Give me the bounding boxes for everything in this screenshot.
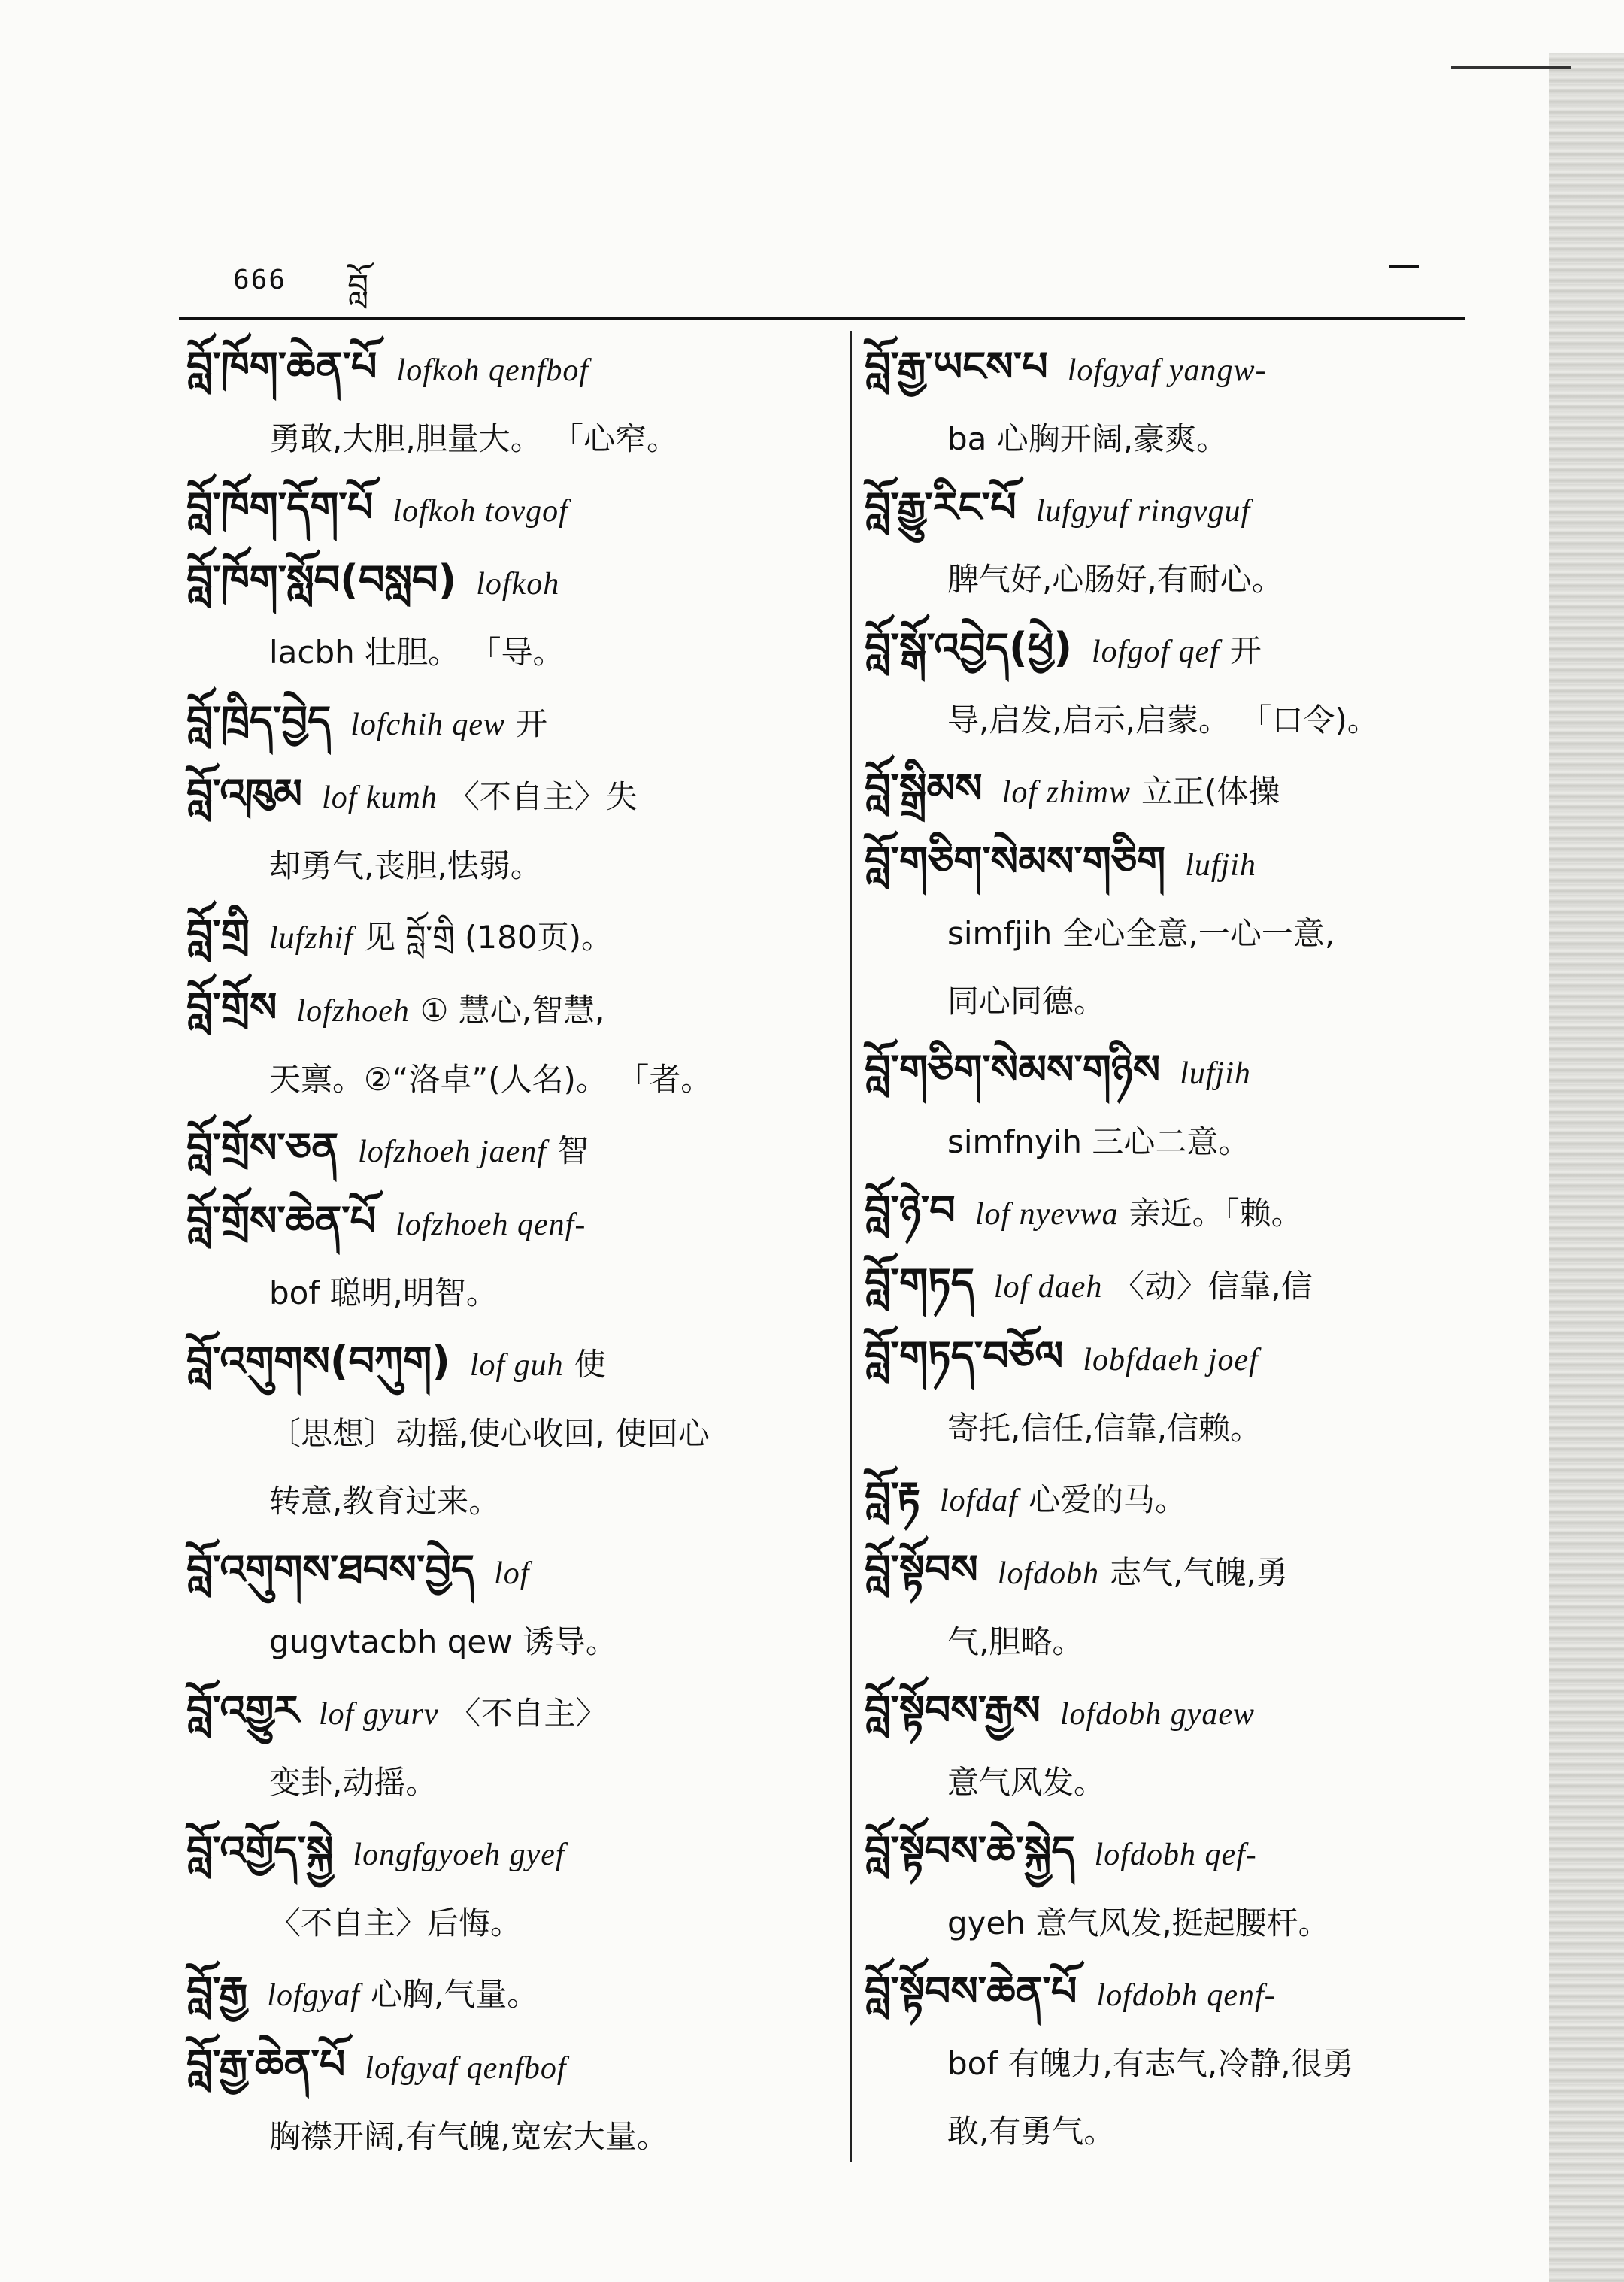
romanization: lofgyaf qenfbof xyxy=(365,2051,567,2086)
dictionary-entry xyxy=(186,1957,826,2030)
definition-inline: 见 བློ་གྲི (180页)。 xyxy=(364,919,613,956)
definition-inline: 使 xyxy=(574,1346,606,1383)
romanization: lofzhoeh xyxy=(296,994,410,1029)
headword-tibetan: བློ་གྲོས་ཆེན་པོ xyxy=(186,1197,377,1244)
definition-continuation: 寄托,信任,信靠,信赖。 xyxy=(947,1410,1262,1447)
column-divider xyxy=(850,331,852,2162)
romanization: lof guh xyxy=(469,1348,564,1383)
romanization: lof nyevwa xyxy=(974,1197,1119,1232)
romanization: lof daeh xyxy=(993,1270,1103,1305)
definition-continuation: simfnyih 三心二意。 xyxy=(947,1123,1250,1160)
definition-continuation: 转意,教育过来。 xyxy=(269,1483,501,1520)
definition-continuation: 导,启发,启示,启蒙。 「口令)。 xyxy=(947,702,1379,738)
definition-continuation: bof 有魄力,有志气,冷静,很勇 xyxy=(947,2045,1354,2082)
definition-continuation: gugvtacbh qew 诱导。 xyxy=(269,1623,617,1660)
dictionary-entry xyxy=(865,1322,1504,1462)
dictionary-entry xyxy=(865,1176,1504,1249)
romanization: lufgyuf ringvguf xyxy=(1035,494,1251,529)
headword-tibetan: བློ་སྟོབས་ཆེན་པོ xyxy=(865,1968,1077,2015)
definition-continuation: ba 心胸开阔,豪爽。 xyxy=(947,420,1229,457)
romanization: lofdobh qenf- xyxy=(1096,1978,1276,2013)
dictionary-entry xyxy=(865,1535,1504,1676)
romanization: lofgof qef xyxy=(1092,635,1220,669)
dictionary-entry xyxy=(186,2030,826,2171)
dictionary-entry xyxy=(865,827,1504,968)
romanization: lofdaf xyxy=(939,1483,1018,1518)
dictionary-entry xyxy=(186,686,826,759)
dictionary-entry xyxy=(865,1462,1504,1535)
romanization: lufzhif xyxy=(268,921,354,956)
header-dash xyxy=(1389,265,1419,268)
headword-tibetan: བློ་འཁུམ xyxy=(186,770,303,817)
headword-tibetan: བློ་སྟོབས xyxy=(865,1546,978,1593)
romanization: longfgyoeh gyef xyxy=(353,1838,565,1872)
dictionary-entry xyxy=(865,332,1504,473)
romanization: lufjih xyxy=(1185,848,1256,883)
dictionary-entry xyxy=(865,1676,1504,1817)
romanization: lufjih xyxy=(1180,1056,1251,1091)
definition-inline: 心爱的马。 xyxy=(1028,1481,1186,1518)
dictionary-entry xyxy=(186,1676,826,1817)
definition-inline: ① 慧心,智慧, xyxy=(420,992,605,1029)
romanization: lofgyaf xyxy=(267,1978,360,2013)
definition-inline: 开 xyxy=(516,705,548,742)
headword-tibetan: བློ་གྲོས་ཅན xyxy=(186,1124,339,1171)
romanization: lofdobh gyaew xyxy=(1059,1697,1256,1732)
headword-tibetan: བློ་སྒྲིམས xyxy=(865,765,983,812)
headword-tibetan: བློ་རྟ xyxy=(865,1473,920,1520)
section-glyph: བློ xyxy=(347,268,369,306)
definition-continuation: 气,胆略。 xyxy=(947,1623,1084,1660)
definition-inline: 智 xyxy=(556,1132,589,1169)
romanization: lofkoh tovgof xyxy=(392,494,568,529)
right-column xyxy=(865,332,1504,2165)
romanization: lofchih qew xyxy=(350,708,506,742)
definition-inline: 〈不自主〉失 xyxy=(447,778,638,815)
dictionary-entry xyxy=(186,546,826,686)
headword-tibetan: བློ་འགུགས(བཀུག) xyxy=(186,1338,450,1385)
definition-continuation: 天禀。②“洛卓”(人名)。 「者。 xyxy=(269,1061,713,1098)
dictionary-entry xyxy=(865,1249,1504,1322)
definition-inline: 心胸,气量。 xyxy=(370,1976,539,2013)
definition-inline: 立正(体操 xyxy=(1141,773,1280,810)
definition-continuation: lacbh 壮胆。 「导。 xyxy=(269,634,565,671)
romanization: lofzhoeh jaenf xyxy=(358,1135,547,1169)
definition-continuation: 脾气好,心肠好,有耐心。 xyxy=(947,561,1283,598)
headword-tibetan: བློ་འགུགས་ཐབས་བྱེད xyxy=(186,1546,475,1593)
romanization: lofdobh qef- xyxy=(1094,1838,1257,1872)
dictionary-entry xyxy=(865,754,1504,827)
dictionary-entry xyxy=(865,473,1504,614)
definition-continuation: 却勇气,丧胆,怯弱。 xyxy=(269,847,542,884)
page-number: 666 xyxy=(233,265,287,295)
romanization: lofkoh qenfbof xyxy=(396,353,589,388)
definition-inline: 〈动〉信靠,信 xyxy=(1113,1268,1313,1305)
romanization: lofkoh xyxy=(476,567,560,602)
definition-inline: 〈不自主〉 xyxy=(449,1695,607,1732)
definition-continuation: 勇敢,大胆,胆量大。 「心窄。 xyxy=(269,420,679,457)
headword-tibetan: བློ་སྟོབས་རྒྱས xyxy=(865,1686,1041,1734)
dictionary-entry xyxy=(186,332,826,473)
headword-tibetan: བློ་གཏད xyxy=(865,1259,974,1307)
headword-tibetan: བློ་ཁོག་དོག་པོ xyxy=(186,483,374,531)
romanization: lobfdaeh joef xyxy=(1083,1343,1259,1377)
headword-tibetan: བློ་གཏད་བཅོལ xyxy=(865,1332,1064,1380)
romanization: lof zhimw xyxy=(1001,775,1131,810)
scan-edge-line xyxy=(1451,66,1571,69)
headword-tibetan: བློ་རྒྱ xyxy=(186,1968,248,2015)
definition-continuation: simfjih 全心全意,一心一意, xyxy=(947,915,1335,952)
dictionary-entry xyxy=(186,1817,826,1957)
dictionary-entry xyxy=(186,1114,826,1186)
dictionary-entry xyxy=(186,759,826,900)
definition-inline: 志气,气魄,勇 xyxy=(1110,1554,1288,1591)
headword-tibetan: བློ་གཅིག་སེམས་གཉིས xyxy=(865,1046,1161,1093)
definition-continuation: 意气风发。 xyxy=(947,1764,1106,1801)
dictionary-entry xyxy=(865,1957,1504,2098)
dictionary-entry xyxy=(865,1035,1504,1176)
definition-continuation: gyeh 意气风发,挺起腰杆。 xyxy=(947,1905,1330,1941)
dictionary-entry xyxy=(186,473,826,546)
definition-continuation: 变卦,动摇。 xyxy=(269,1764,438,1801)
dictionary-entry xyxy=(865,614,1504,754)
headword-tibetan: བློ་གྲི xyxy=(186,911,250,958)
headword-tibetan: བློ་འགྱོད་སྐྱེ xyxy=(186,1827,334,1874)
romanization: lofgyaf yangw- xyxy=(1067,353,1267,388)
headword-tibetan: བློ་རྒྱ་ཆེན་པོ xyxy=(186,2041,346,2088)
definition-continuation: 〈不自主〉后悔。 xyxy=(269,1905,523,1941)
romanization: lofzhoeh qenf- xyxy=(395,1208,586,1242)
definition-continuation: bof 聪明,明智。 xyxy=(269,1274,498,1311)
dictionary-entry xyxy=(186,900,826,973)
definition-inline: 开 xyxy=(1229,632,1262,669)
header-rule xyxy=(179,317,1465,320)
dictionary-entry xyxy=(865,2098,1504,2165)
left-column xyxy=(186,332,826,2171)
romanization: lof gyurv xyxy=(319,1697,439,1732)
headword-tibetan: བློ་སྒོ་འབྱེད(ཕྱེ) xyxy=(865,624,1072,671)
dictionary-entry xyxy=(186,1535,826,1676)
headword-tibetan: བློ་ཁོག་སློབ(བསླབ) xyxy=(186,556,457,604)
dictionary-entry xyxy=(186,1186,826,1327)
headword-tibetan: བློ་ཉེ་བ xyxy=(865,1186,956,1234)
definition-inline: 亲近。「赖。 xyxy=(1129,1195,1303,1232)
headword-tibetan: བློ་རྒྱ་ཡངས་པ xyxy=(865,343,1048,390)
dictionary-entry xyxy=(186,1468,826,1535)
definition-continuation: 同心同德。 xyxy=(947,983,1106,1020)
headword-tibetan: བློ་སྟོབས་ཆེ་སྐྱེད xyxy=(865,1827,1075,1874)
headword-tibetan: བློ་རྒྱུ་རིང་པོ xyxy=(865,483,1017,531)
romanization: lofdobh xyxy=(997,1556,1100,1591)
definition-continuation: 敢,有勇气。 xyxy=(947,2113,1116,2150)
romanization: lof kumh xyxy=(322,780,438,815)
headword-tibetan: བློ་འགྱུར xyxy=(186,1686,300,1734)
definition-continuation: 〔思想〕动摇,使心收回, 使回心 xyxy=(269,1415,710,1452)
dictionary-entry xyxy=(186,973,826,1114)
headword-tibetan: བློ་གྲོས xyxy=(186,983,277,1031)
definition-continuation: 胸襟开阔,有气魄,宽宏大量。 xyxy=(269,2118,668,2155)
headword-tibetan: བློ་གཅིག་སེམས་གཅིག xyxy=(865,838,1166,885)
dictionary-entry xyxy=(186,1327,826,1468)
headword-tibetan: བློ་ཁྲིད་བྱེད xyxy=(186,697,332,744)
scan-edge xyxy=(1549,53,1624,2282)
dictionary-entry xyxy=(865,968,1504,1035)
headword-tibetan: བློ་ཁོག་ཆེན་པོ xyxy=(186,343,377,390)
dictionary-entry xyxy=(865,1817,1504,1957)
romanization: lof xyxy=(494,1556,530,1591)
